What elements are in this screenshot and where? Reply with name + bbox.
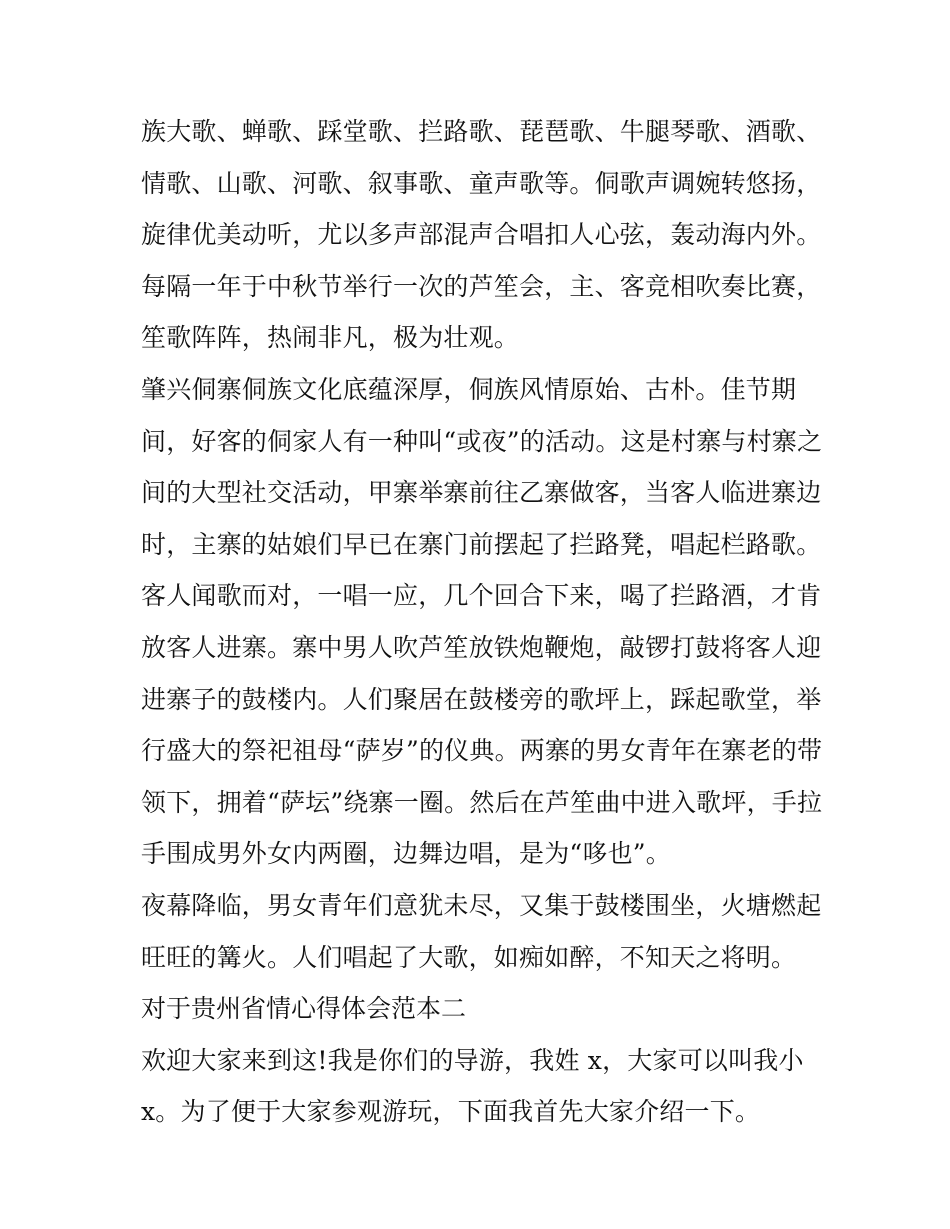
text-line: 领下，拥着“萨坛”绕寨一圈。然后在芦笙曲中进入歌坪，手拉 xyxy=(141,787,823,817)
paragraph-night-bonfire xyxy=(141,880,831,983)
text-line: 欢迎大家来到这!我是你们的导游，我姓 x，大家可以叫我小 xyxy=(141,1045,804,1075)
text-line: 旺旺的篝火。人们唱起了大歌，如痴如醉，不知天之将明。 xyxy=(141,942,797,972)
text-line: 手围成男外女内两圈，边舞边唱，是为“哆也”。 xyxy=(141,839,671,869)
paragraph-zhaoxing-culture xyxy=(141,364,831,880)
text-line: x。为了便于大家参观游玩，下面我首先大家介绍一下。 xyxy=(141,1097,761,1127)
text-line: 放客人进寨。寨中男人吹芦笙放铁炮鞭炮，敲锣打鼓将客人迎 xyxy=(141,632,822,662)
text-line: 笙歌阵阵，热闹非凡，极为壮观。 xyxy=(141,323,520,353)
text-line: 时，主寨的姑娘们早已在寨门前摆起了拦路凳，唱起栏路歌。 xyxy=(141,529,822,559)
document-body xyxy=(141,106,831,1138)
paragraph-guide-welcome xyxy=(141,1035,831,1138)
text-line: 进寨子的鼓楼内。人们聚居在鼓楼旁的歌坪上，踩起歌堂，举 xyxy=(141,684,822,714)
paragraph-song-types xyxy=(141,106,831,364)
text-line: 肇兴侗寨侗族文化底蕴深厚，侗族风情原始、古朴。佳节期 xyxy=(141,374,797,404)
text-line: 间的大型社交活动，甲寨举寨前往乙寨做客，当客人临进寨边 xyxy=(141,478,822,508)
text-line: 族大歌、蝉歌、踩堂歌、拦路歌、琵琶歌、牛腿琴歌、酒歌、 xyxy=(141,117,822,146)
text-line: 每隔一年于中秋节举行一次的芦笙会，主、客竞相吹奏比赛， xyxy=(141,271,822,301)
heading-text: 对于贵州省情心得体会范本二 xyxy=(141,994,467,1024)
text-line: 夜幕降临，男女青年们意犹未尽，又集于鼓楼围坐，火塘燃起 xyxy=(141,890,822,920)
text-line: 情歌、山歌、河歌、叙事歌、童声歌等。侗歌声调婉转悠扬， xyxy=(141,168,822,198)
section-heading xyxy=(141,983,831,1035)
text-line: 行盛大的祭祀祖母“萨岁”的仪典。两寨的男女青年在寨老的带 xyxy=(141,736,823,766)
text-line: 旋律优美动听，尤以多声部混声合唱扣人心弦，轰动海内外。 xyxy=(141,220,822,250)
text-line: 间，好客的侗家人有一种叫“或夜”的活动。这是村寨与村寨之 xyxy=(141,426,823,456)
text-line: 客人闻歌而对，一唱一应，几个回合下来，喝了拦路酒，才肯 xyxy=(141,581,822,611)
